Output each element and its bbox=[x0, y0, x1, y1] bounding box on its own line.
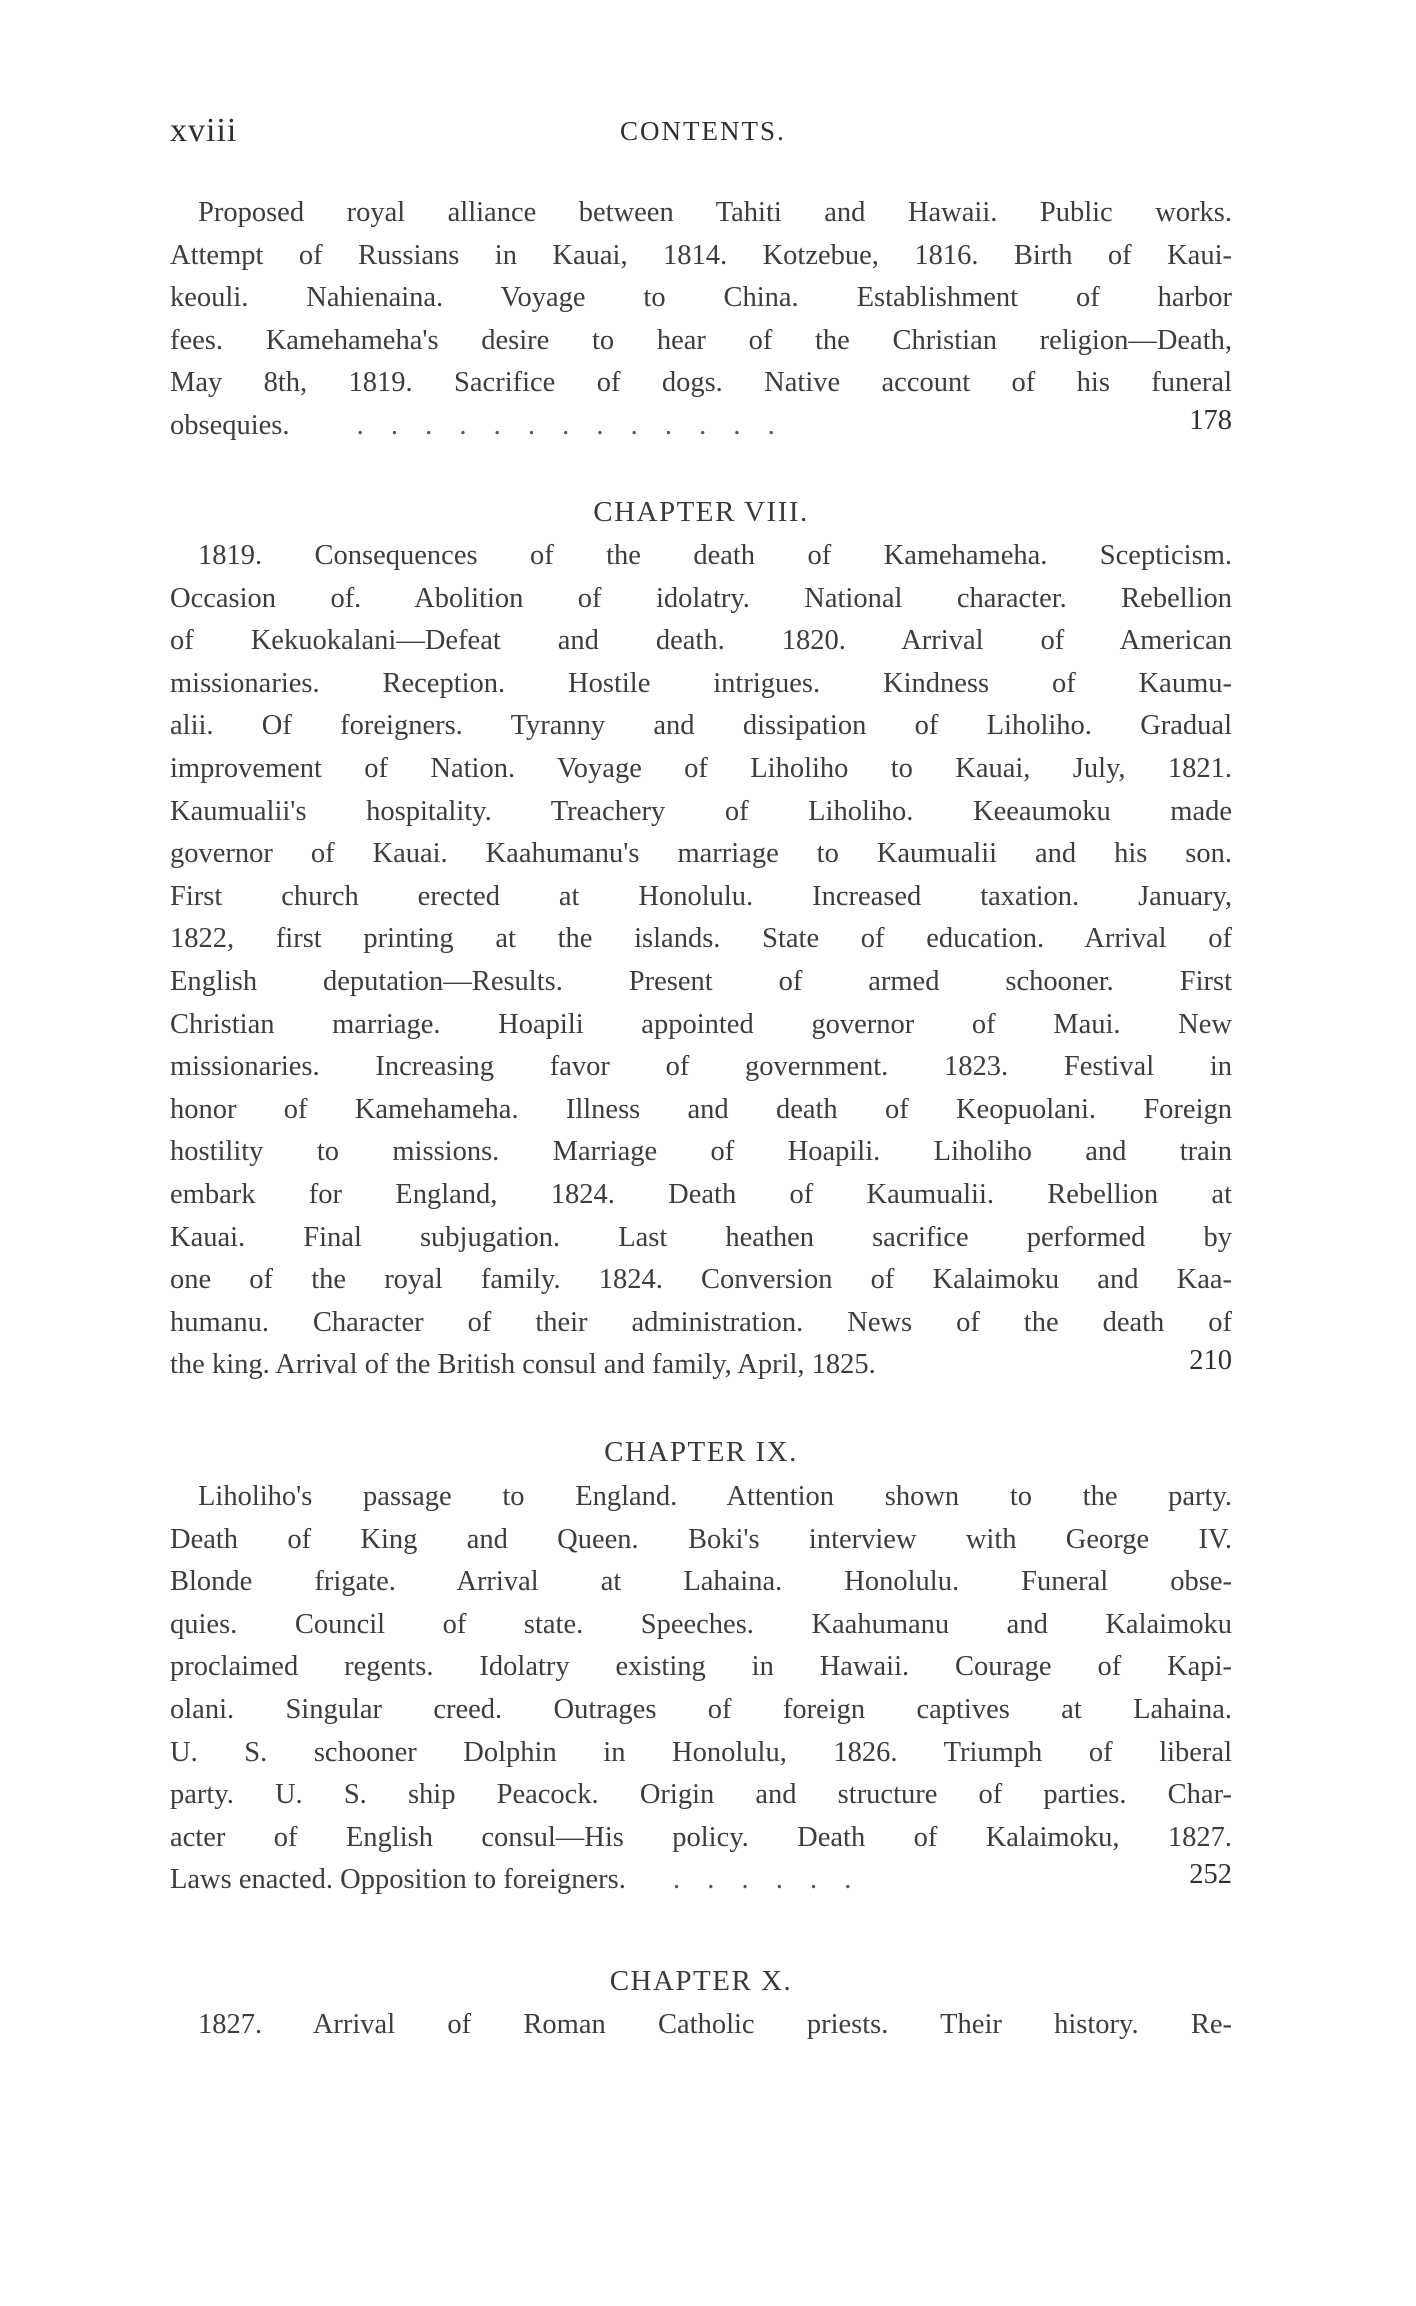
summary-line: honor of Kamehameha. Illness and death of Keopuolani. Foreign bbox=[170, 1093, 1232, 1125]
running-title: CONTENTS. bbox=[620, 116, 786, 146]
summary-line: Death of King and Queen. Boki's interview with George IV. bbox=[170, 1523, 1232, 1555]
summary-line: proclaimed regents. Idolatry existing in Hawaii. Courage of Kapi- bbox=[170, 1651, 1232, 1683]
summary-line: 1819. Consequences of the death of Kamehameha. Scepticism. bbox=[198, 540, 1232, 571]
summary-line: governor of Kauai. Kaahumanu's marriage to Kaumualii and his son. bbox=[170, 838, 1232, 870]
summary-line: fees. Kamehameha's desire to hear of the Christian religion—Death, bbox=[170, 324, 1232, 356]
summary-line: alii. Of foreigners. Tyranny and dissipation of Liholiho. Gradual bbox=[170, 710, 1232, 742]
summary-line: Occasion of. Abolition of idolatry. National character. Rebellion bbox=[170, 582, 1232, 614]
summary-line: hostility to missions. Marriage of Hoapili. Liholiho and train bbox=[170, 1136, 1232, 1168]
page-number: xviii bbox=[170, 112, 238, 149]
page-reference: 252 bbox=[1189, 1859, 1232, 1890]
summary-line: humanu. Character of their administration. News of the death of bbox=[170, 1306, 1232, 1338]
summary-line-text: Laws enacted. Opposition to foreigners. bbox=[170, 1864, 626, 1896]
summary-line: Blonde frigate. Arrival at Lahaina. Honolulu. Funeral obse- bbox=[170, 1566, 1232, 1598]
entry-summary bbox=[170, 535, 1232, 1387]
page-reference: 210 bbox=[1189, 1345, 1232, 1376]
contents-entry-chapter-ix bbox=[170, 1476, 1232, 1902]
summary-line: Kaumualii's hospitality. Treachery of Liholiho. Keeaumoku made bbox=[170, 795, 1232, 827]
summary-line: May 8th, 1819. Sacrifice of dogs. Native account of his funeral bbox=[170, 367, 1232, 399]
summary-line: missionaries. Reception. Hostile intrigues. Kindness of Kaumu- bbox=[170, 667, 1232, 699]
contents-entry-chapter-viii bbox=[170, 535, 1232, 1387]
summary-line: missionaries. Increasing favor of government. 1823. Festival in bbox=[170, 1051, 1232, 1083]
summary-line: one of the royal family. 1824. Conversion of Kalaimoku and Kaa- bbox=[170, 1264, 1232, 1296]
summary-line: of Kekuokalani—Defeat and death. 1820. Arrival of American bbox=[170, 625, 1232, 657]
chapter-heading-ix: CHAPTER IX. bbox=[604, 1436, 798, 1468]
summary-line: acter of English consul—His policy. Death of Kalaimoku, 1827. bbox=[170, 1821, 1232, 1853]
summary-line: Proposed royal alliance between Tahiti and Hawaii. Public works. bbox=[198, 197, 1232, 228]
summary-line: the king. Arrival of the British consul and family, April, 1825. bbox=[170, 1349, 876, 1381]
page-reference: 178 bbox=[1189, 405, 1232, 436]
summary-line: olani. Singular creed. Outrages of foreign captives at Lahaina. bbox=[170, 1693, 1232, 1725]
summary-line: party. U. S. ship Peacock. Origin and structure of parties. Char- bbox=[170, 1779, 1232, 1811]
summary-line: improvement of Nation. Voyage of Liholiho to Kauai, July, 1821. bbox=[170, 752, 1232, 784]
summary-line: keouli. Nahienaina. Voyage to China. Establishment of harbor bbox=[170, 282, 1232, 314]
summary-line: 1822, first printing at the islands. State of education. Arrival of bbox=[170, 923, 1232, 955]
summary-line bbox=[170, 405, 1232, 448]
summary-line bbox=[170, 1859, 1232, 1902]
summary-line: Christian marriage. Hoapili appointed governor of Maui. New bbox=[170, 1008, 1232, 1040]
summary-line: embark for England, 1824. Death of Kaumualii. Rebellion at bbox=[170, 1178, 1232, 1210]
entry-summary bbox=[170, 2004, 1232, 2047]
dot-leader: . . . . . . bbox=[673, 1864, 862, 1896]
summary-line: First church erected at Honolulu. Increased taxation. January, bbox=[170, 880, 1232, 912]
entry-summary bbox=[170, 1476, 1232, 1902]
summary-line: quies. Council of state. Speeches. Kaahumanu and Kalaimoku bbox=[170, 1608, 1232, 1640]
summary-line: English deputation—Results. Present of armed schooner. First bbox=[170, 965, 1232, 997]
summary-line: Liholiho's passage to England. Attention shown to the party. bbox=[198, 1481, 1232, 1512]
summary-line: 1827. Arrival of Roman Catholic priests. Their history. Re- bbox=[198, 2009, 1232, 2040]
dot-leader: . . . . . . . . . . . . . bbox=[356, 409, 785, 441]
summary-line: U. S. schooner Dolphin in Honolulu, 1826. Triumph of liberal bbox=[170, 1736, 1232, 1768]
contents-entry-chapter-x bbox=[170, 2004, 1232, 2047]
contents-entry-chapter-vii-continued bbox=[170, 192, 1232, 448]
summary-line-text: obsequies. bbox=[170, 409, 290, 441]
running-head bbox=[170, 112, 1230, 152]
summary-line: Attempt of Russians in Kauai, 1814. Kotzebue, 1816. Birth of Kaui- bbox=[170, 239, 1232, 271]
entry-summary bbox=[170, 192, 1232, 448]
summary-line: Kauai. Final subjugation. Last heathen sacrifice performed by bbox=[170, 1221, 1232, 1253]
chapter-heading-viii: CHAPTER VIII. bbox=[593, 496, 809, 528]
chapter-heading-x: CHAPTER X. bbox=[609, 1965, 793, 1997]
